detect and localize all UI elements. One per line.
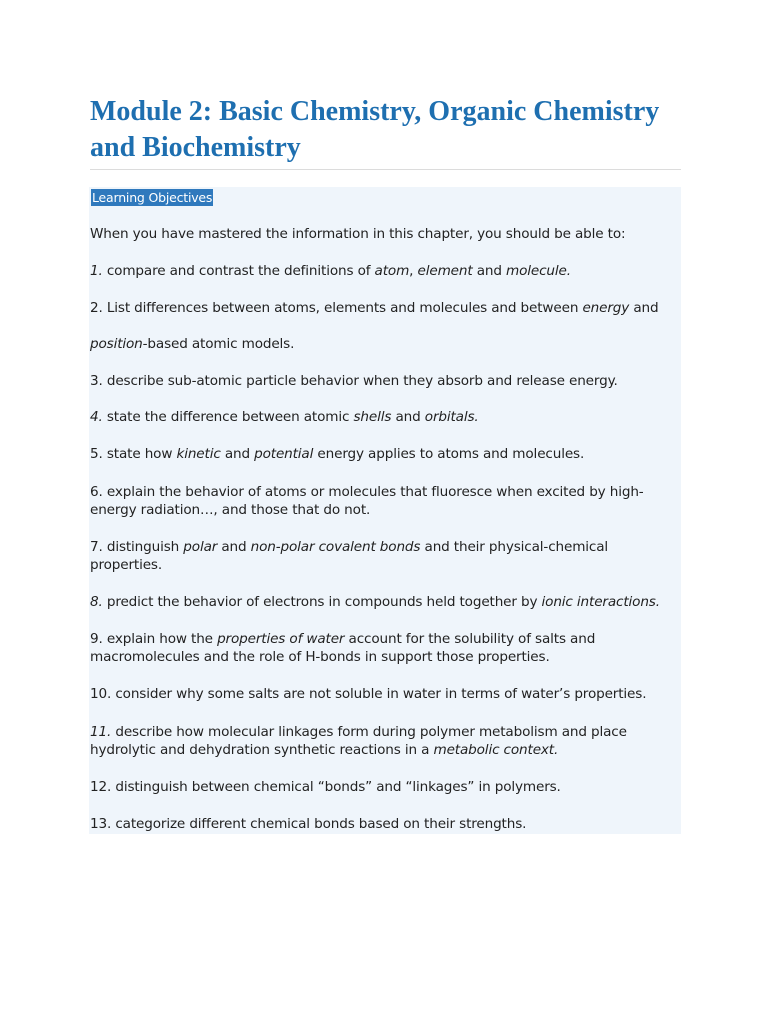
objective-item-2-continued: position-based atomic models. xyxy=(90,336,295,352)
item-number: 11. xyxy=(90,724,112,740)
learning-objectives-heading[interactable]: Learning Objectives xyxy=(92,190,213,205)
page-title: Module 2: Basic Chemistry, Organic Chemistry and Biochemistry xyxy=(90,96,660,163)
objective-item-1: 1. compare and contrast the definitions of atom, element and molecule. xyxy=(90,263,571,279)
item-number: 8. xyxy=(90,594,103,610)
title-divider xyxy=(90,169,681,170)
objective-item-13: 13. categorize different chemical bonds based on their strengths. xyxy=(90,816,527,832)
objective-item-2: 2. List differences between atoms, elements and molecules and between energy and xyxy=(90,300,659,316)
objective-item-12: 12. distinguish between chemical “bonds” and “linkages” in polymers. xyxy=(90,779,561,795)
objective-item-5: 5. state how kinetic and potential energy applies to atoms and molecules. xyxy=(90,446,585,462)
objective-item-7: 7. distinguish polar and non-polar covalent bonds and their physical-chemical properties. xyxy=(90,539,609,573)
objective-item-9: 9. explain how the properties of water account for the solubility of salts and macromolecules and the role of H-bonds in support those properties. xyxy=(90,631,596,665)
objective-item-10: 10. consider why some salts are not soluble in water in terms of water’s properties. xyxy=(90,686,647,702)
objectives-intro: When you have mastered the information in this chapter, you should be able to: xyxy=(90,226,626,242)
item-number: 4. xyxy=(90,409,103,425)
objective-item-8: 8. predict the behavior of electrons in compounds held together by ionic interactions. xyxy=(90,594,660,610)
objective-item-11: 11. describe how molecular linkages form during polymer metabolism and place hydrolytic and dehydration synthetic reactions in a metabolic context. xyxy=(90,724,627,758)
objective-item-3: 3. describe sub-atomic particle behavior when they absorb and release energy. xyxy=(90,373,618,389)
objective-item-6: 6. explain the behavior of atoms or molecules that fluoresce when excited by high-energy radiation…, and those that do not. xyxy=(90,484,644,518)
item-number: 1. xyxy=(90,263,103,279)
objective-item-4: 4. state the difference between atomic shells and orbitals. xyxy=(90,409,479,425)
